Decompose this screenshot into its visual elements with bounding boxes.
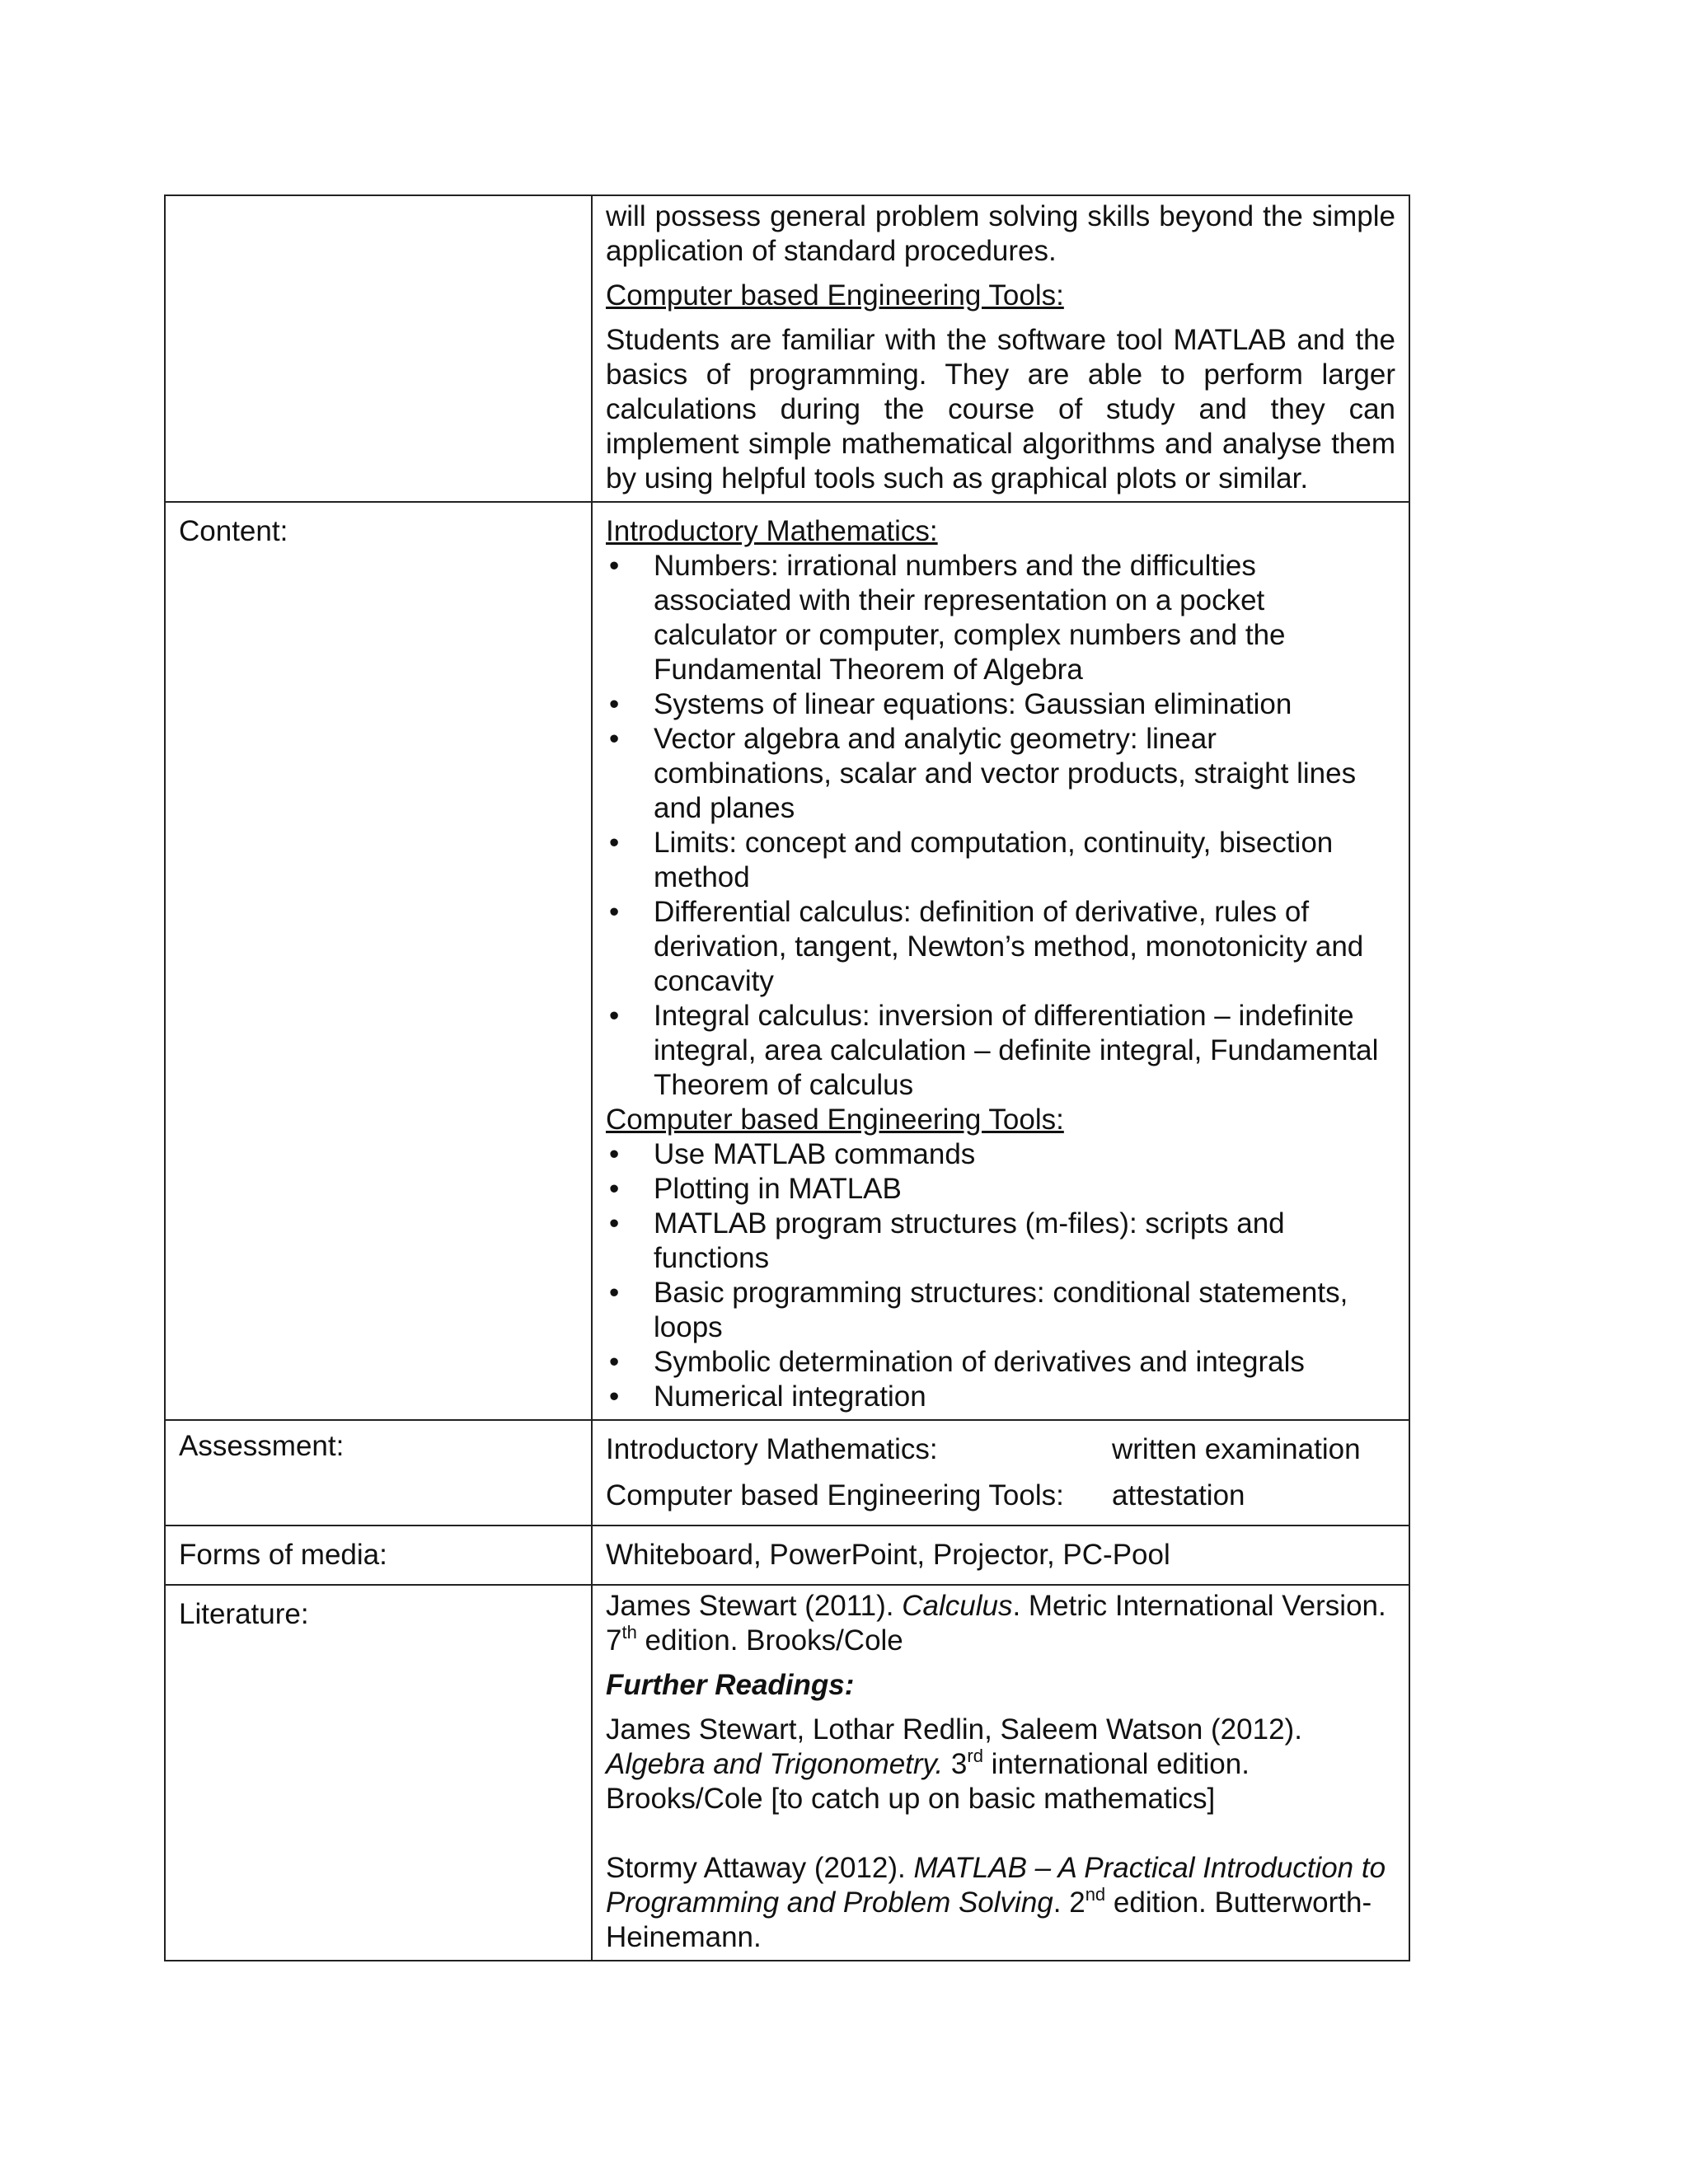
list-item bbox=[606, 687, 1395, 722]
bullet-icon: • bbox=[609, 1207, 620, 1240]
learning-outcomes-row bbox=[165, 195, 1409, 502]
list-item-text: Differential calculus: definition of derivative, rules of derivation, tangent, Newton’s method, monotonicity and concavity bbox=[654, 896, 1364, 997]
list-item bbox=[606, 1345, 1395, 1380]
list-item bbox=[606, 1276, 1395, 1345]
citation-title: Algebra and Trigonometry. bbox=[606, 1748, 944, 1780]
list-item-text: Limits: concept and computation, continuity, bisection method bbox=[654, 827, 1334, 893]
cet-topic-list bbox=[606, 1137, 1395, 1414]
literature-cell bbox=[592, 1585, 1409, 1961]
citation-author: James Stewart (2011). bbox=[606, 1590, 903, 1622]
bullet-icon: • bbox=[609, 1380, 620, 1413]
assessment-cell bbox=[592, 1420, 1409, 1526]
content-cell bbox=[592, 502, 1409, 1420]
bullet-icon: • bbox=[609, 688, 620, 720]
content-label: Content: bbox=[165, 502, 592, 1420]
citation-superscript: rd bbox=[967, 1746, 983, 1766]
literature-label: Literature: bbox=[165, 1585, 592, 1961]
intro-math-heading: Introductory Mathematics: bbox=[606, 515, 938, 547]
cet-content-heading: Computer based Engineering Tools: bbox=[606, 1104, 1064, 1136]
list-item-text: Vector algebra and analytic geometry: linear combinations, scalar and vector products, straight lines and planes bbox=[654, 723, 1357, 824]
bullet-icon: • bbox=[609, 827, 620, 859]
media-label: Forms of media: bbox=[165, 1526, 592, 1585]
intro-math-topic-list bbox=[606, 549, 1395, 1103]
list-item-text: MATLAB program structures (m-files): scripts and functions bbox=[654, 1207, 1285, 1274]
citation-superscript: th bbox=[621, 1622, 637, 1643]
list-item bbox=[606, 722, 1395, 826]
bullet-icon: • bbox=[609, 1173, 620, 1205]
problem-solving-text: will possess general problem solving skills beyond the simple application of standard procedures. bbox=[606, 200, 1395, 267]
assessment-subject: Computer based Engineering Tools: bbox=[606, 1479, 1064, 1511]
list-item-text: Symbolic determination of derivatives and integrals bbox=[654, 1346, 1305, 1378]
list-item-text: Systems of linear equations: Gaussian elimination bbox=[654, 688, 1292, 720]
list-item bbox=[606, 549, 1395, 687]
list-item bbox=[606, 826, 1395, 895]
bullet-icon: • bbox=[609, 896, 620, 928]
assessment-grid bbox=[606, 1429, 1395, 1513]
citation-title: Calculus bbox=[902, 1590, 1013, 1622]
bullet-icon: • bbox=[609, 723, 620, 755]
list-item-text: Integral calculus: inversion of differentiation – indefinite integral, area calculation – definite integral, Fundamental Theorem of calculus bbox=[654, 1000, 1379, 1101]
list-item bbox=[606, 1380, 1395, 1414]
module-description-table bbox=[164, 194, 1410, 1961]
learning-outcomes-label-cell bbox=[165, 195, 592, 502]
literature-entry-matlab bbox=[606, 1851, 1395, 1955]
list-item bbox=[606, 895, 1395, 999]
citation-title: MATLAB – A Practical Introduction to Programming and Problem Solving bbox=[606, 1852, 1386, 1919]
citation-superscript: nd bbox=[1085, 1884, 1106, 1905]
list-item-text: Use MATLAB commands bbox=[654, 1138, 976, 1170]
list-item bbox=[606, 1172, 1395, 1207]
bullet-icon: • bbox=[609, 1000, 620, 1032]
assessment-label: Assessment: bbox=[165, 1420, 592, 1526]
learning-outcomes-cell bbox=[592, 195, 1409, 502]
citation-text: 3 bbox=[943, 1748, 968, 1780]
content-row bbox=[165, 502, 1409, 1420]
list-item bbox=[606, 1137, 1395, 1172]
literature-entry-stewart bbox=[606, 1589, 1395, 1658]
citation-text: edition. Butterworth-Heinemann. bbox=[606, 1886, 1372, 1953]
list-item bbox=[606, 999, 1395, 1103]
bullet-icon: • bbox=[609, 1138, 620, 1170]
literature-row bbox=[165, 1585, 1409, 1961]
bullet-icon: • bbox=[609, 550, 620, 582]
list-item-text: Numerical integration bbox=[654, 1380, 926, 1413]
citation-text: . Metric International Version. 7 bbox=[606, 1590, 1386, 1657]
bullet-icon: • bbox=[609, 1277, 620, 1309]
list-item-text: Plotting in MATLAB bbox=[654, 1173, 902, 1205]
assessment-row bbox=[165, 1420, 1409, 1526]
bullet-icon: • bbox=[609, 1346, 620, 1378]
citation-text: . 2 bbox=[1053, 1886, 1085, 1919]
citation-text: international edition. Brooks/Cole [to catch up on basic mathematics] bbox=[606, 1748, 1250, 1815]
further-readings-heading: Further Readings: bbox=[606, 1669, 855, 1701]
cet-outcomes-text: Students are familiar with the software tool MATLAB and the basics of programming. They are able to perform larger calculations during the course of study and they can implement simple mathematical algorithms and analyse them by using helpful tools such as graphical plots or similar. bbox=[606, 324, 1395, 494]
cet-outcomes-heading: Computer based Engineering Tools: bbox=[606, 279, 1064, 312]
list-item-text: Basic programming structures: conditional statements, loops bbox=[654, 1277, 1348, 1343]
citation-author: James Stewart, Lothar Redlin, Saleem Watson (2012). bbox=[606, 1713, 1302, 1746]
list-item-text: Numbers: irrational numbers and the difficulties associated with their representation on a pocket calculator or computer, complex numbers and the Fundamental Theorem of Algebra bbox=[654, 550, 1286, 686]
citation-text: edition. Brooks/Cole bbox=[636, 1624, 903, 1657]
list-item bbox=[606, 1207, 1395, 1276]
citation-author: Stormy Attaway (2012). bbox=[606, 1852, 914, 1884]
assessment-method: written examination bbox=[1112, 1433, 1361, 1465]
media-row bbox=[165, 1526, 1409, 1585]
literature-entry-algebra bbox=[606, 1713, 1395, 1816]
assessment-method: attestation bbox=[1112, 1479, 1245, 1511]
media-value: Whiteboard, PowerPoint, Projector, PC-Pool bbox=[592, 1526, 1409, 1585]
assessment-subject: Introductory Mathematics: bbox=[606, 1433, 938, 1465]
